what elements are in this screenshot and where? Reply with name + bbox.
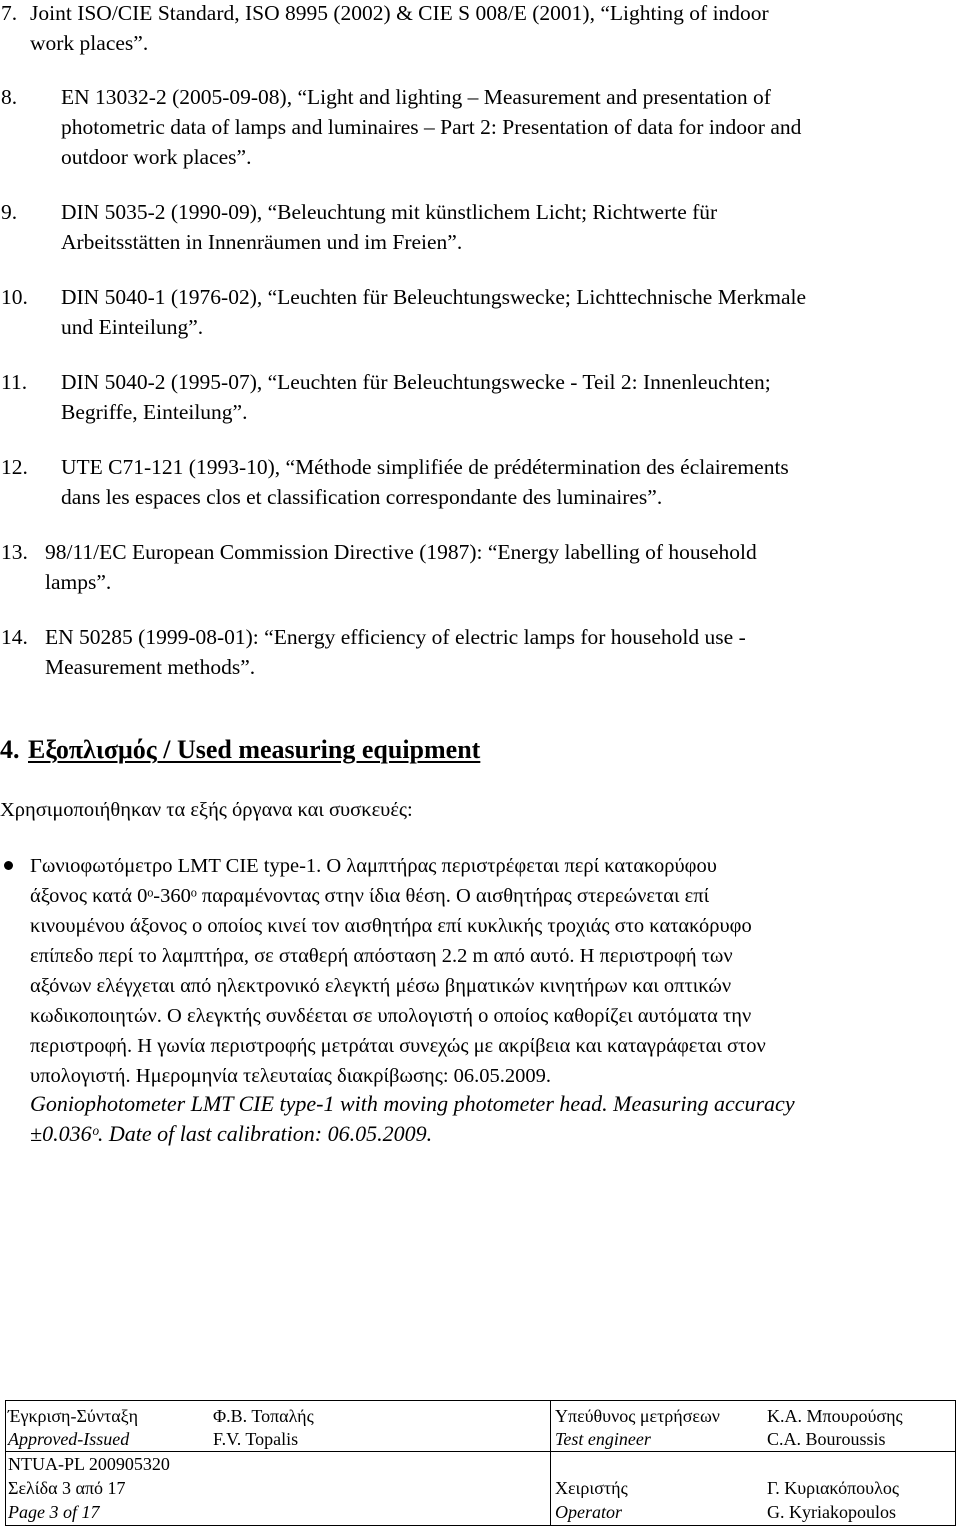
description-line: υπολογιστή. Ημερομηνία τελευταίας διακρίβωσης: 06.05.2009. (30, 1065, 552, 1087)
reference-line: DIN 5040-2 (1995-07), “Leuchten für Beleuchtungswecke - Teil 2: Innenleuchten; (61, 370, 771, 394)
reference-number: 13. (1, 540, 28, 564)
description-line: κωδικοποιητών. Ο ελεγκτής συνδέεται σε υπολογιστή ο οποίος καθορίζει αυτόματα την (30, 1005, 752, 1027)
footer-border-left (5, 1401, 6, 1526)
approved-label: Approved-Issued (8, 1429, 130, 1449)
reference-line: und Einteilung”. (61, 315, 204, 339)
report-number: NTUA-PL 200905320 (8, 1454, 170, 1474)
page-counter-greek: Σελίδα 3 από 17 (8, 1478, 126, 1498)
reference-line: EN 50285 (1999-08-01): “Energy efficiency of electric lamps for household use - (45, 625, 746, 649)
reference-line: Begriffe, Einteilung”. (61, 400, 248, 424)
description-line: ±0.036ᵒ. Date of last calibration: 06.05.2009. (30, 1121, 433, 1146)
operator-label: Operator (555, 1502, 622, 1522)
reference-line: lamps”. (45, 570, 112, 594)
reference-line: dans les espaces clos et classification correspondante des luminaires”. (61, 485, 663, 509)
reference-line: work places”. (30, 31, 149, 55)
test-engineer-name-greek: Κ.Α. Μπουρούσης (767, 1406, 903, 1426)
equipment-description-greek (30, 851, 956, 1091)
approver-name: F.V. Topalis (213, 1429, 299, 1449)
section-heading (0, 733, 480, 767)
description-line: κινουμένου άξονος ο οποίος κινεί τον αισθητήρα επί κυκλικής τροχιάς στο κατακόρυφο (30, 915, 752, 937)
test-engineer-label-greek: Υπεύθυνος μετρήσεων (555, 1406, 720, 1426)
reference-line: Measurement methods”. (45, 655, 256, 679)
reference-line: UTE C71-121 (1993-10), “Méthode simplifiée de prédétermination des éclairements (61, 455, 789, 479)
reference-number: 9. (1, 200, 18, 224)
operator-name-greek: Γ. Κυριακόπουλος (767, 1478, 899, 1498)
approved-label-greek: Έγκριση-Σύνταξη (8, 1406, 139, 1426)
bullet-icon (4, 861, 13, 870)
reference-line: DIN 5035-2 (1990-09), “Beleuchtung mit künstlichem Licht; Richtwerte für (61, 200, 718, 224)
description-line: άξονος κατά 0ᵒ-360ᵒ παραμένοντας στην ίδια θέση. Ο αισθητήρας στερεώνεται επί (30, 885, 710, 907)
footer-border-right (955, 1401, 956, 1526)
reference-number: 10. (1, 285, 28, 309)
operator-name: G. Kyriakopoulos (767, 1502, 896, 1522)
footer-table (5, 1400, 956, 1526)
reference-number: 7. (1, 1, 18, 25)
description-line: Γωνιοφωτόμετρο LMT CIE type-1. Ο λαμπτήρας περιστρέφεται περί κατακορύφου (30, 855, 717, 877)
reference-number: 12. (1, 455, 28, 479)
reference-line: 98/11/EC European Commission Directive (1987): “Energy labelling of household (45, 540, 757, 564)
reference-number: 8. (1, 85, 18, 109)
reference-line: DIN 5040-1 (1976-02), “Leuchten für Beleuchtungswecke; Lichttechnische Merkmale (61, 285, 807, 309)
description-line: περιστροφή. Η γωνία περιστροφής μετράται συνεχώς με ακρίβεια και καταγράφεται στον (30, 1035, 766, 1057)
reference-number: 11. (1, 370, 28, 394)
test-engineer-name: C.A. Bouroussis (767, 1429, 886, 1449)
equipment-description-english (30, 1089, 956, 1149)
page-counter: Page 3 of 17 (8, 1502, 100, 1522)
description-line: αξόνων ελέγχεται από ηλεκτρονικό ελεγκτή μέσω βηματικών κινητήρων και οπτικών (30, 975, 732, 997)
reference-line: photometric data of lamps and luminaires – Part 2: Presentation of data for indoor and (61, 115, 802, 139)
reference-line: Joint ISO/CIE Standard, ISO 8995 (2002) & CIE S 008/E (2001), “Lighting of indoor (30, 1, 769, 25)
approver-name-greek: Φ.Β. Τοπαλής (213, 1406, 314, 1426)
footer-border-bottom (5, 1525, 956, 1526)
reference-line: EN 13032-2 (2005-09-08), “Light and lighting – Measurement and presentation of (61, 85, 771, 109)
description-line: επίπεδο περί το λαμπτήρα, σε σταθερή απόσταση 2.2 m από αυτό. Η περιστροφή των (30, 945, 733, 967)
section-intro: Χρησιμοποιήθηκαν τα εξής όργανα και συσκευές: (0, 799, 413, 821)
footer-column-divider (550, 1401, 551, 1526)
section-title: Εξοπλισμός / Used measuring equipment (28, 735, 481, 764)
reference-line: outdoor work places”. (61, 145, 252, 169)
reference-line: Arbeitsstätten in Innenräumen und im Freien”. (61, 230, 463, 254)
reference-number: 14. (1, 625, 28, 649)
section-number: 4. (0, 735, 20, 764)
test-engineer-label: Test engineer (555, 1429, 651, 1449)
description-line: Goniophotometer LMT CIE type-1 with moving photometer head. Measuring accuracy (30, 1091, 795, 1116)
operator-label-greek: Χειριστής (555, 1478, 628, 1498)
